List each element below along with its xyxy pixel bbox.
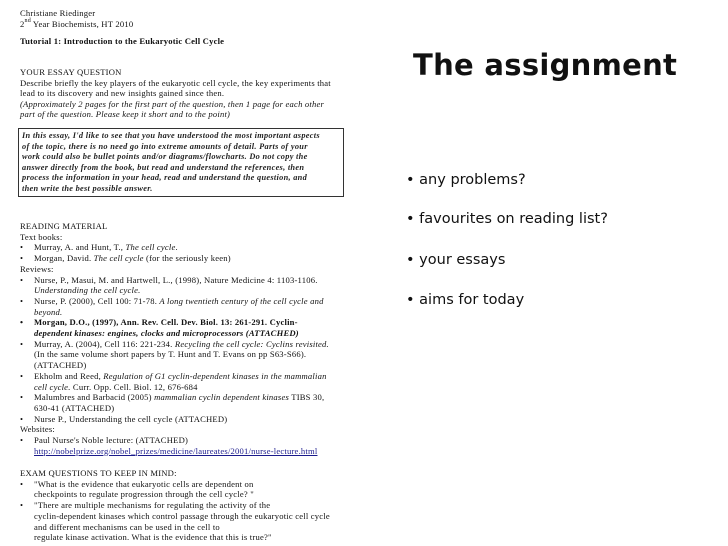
exam-item-cont: and different mechanisms can be used in the cell to [34,521,220,532]
instructions-line: answer directly from the book, but read and understand the references, then [22,162,305,172]
instructions-box [18,128,344,197]
essay-line: lead to its discovery and new insights gained since then. [20,88,225,99]
essay-question-section [20,67,350,120]
year-rest: Year Biochemists, HT 2010 [30,19,134,29]
instructions-line: then write the best possible answer. [22,183,153,193]
essay-line: Describe briefly the key players of the eukaryotic cell cycle, the key experiments that [20,77,331,88]
exam-heading: EXAM QUESTIONS TO KEEP IN MIND: [20,468,177,478]
textbook-item: • Murray, A. and Hunt, T., The cell cycle. [20,242,178,253]
review-item-cont: Understanding the cell cycle. [34,285,141,296]
review-item: • Nurse P., Understanding the cell cycle (ATTACHED) [20,413,228,424]
slide-title: The assignment [413,48,678,82]
instructions-line: process the information in your head, read and understand the question, and [22,173,308,183]
instructions-line: of the topic, there is no need go into extreme amounts of detail. Parts of your [22,141,308,151]
review-item: • Morgan, D.O., (1997), Ann. Rev. Cell. Dev. Biol. 13: 261-291. Cyclin- [20,317,298,328]
exam-questions-section [20,468,365,543]
essay-note-line: (Approximately 2 pages for the first part of the question, then 1 page for each other [20,98,325,109]
author-name: Christiane Riedinger [20,8,96,18]
website-item: • Paul Nurse's Noble lecture: (ATTACHED) [20,435,189,446]
essay-note-line: part of the question. Please keep it short and to the point) [20,109,231,120]
slide-bullet-point: • favourites on reading list? [406,211,608,227]
exam-item-cont: checkpoints to regulate progression through the cell cycle? " [34,489,254,500]
review-item: • Nurse, P., Masui, M. and Hartwell, L., (1998), Nature Medicine 4: 1103-1106. [20,274,318,285]
review-item-cont: cell cycle. Curr. Opp. Cell. Biol. 12, 676-684 [34,381,198,392]
instructions-line: work could also be bullet points and/or diagrams/flowcharts. Do not copy the [22,152,308,162]
review-item: • Murray, A. (2004), Cell 116: 221-234. Recycling the cell cycle: Cyclins revisited. [20,338,329,349]
reviews-label: Reviews: [20,263,54,274]
review-item-cont: (In the same volume short papers by T. Hunt and T. Evans on pp S63-S66). [34,349,307,360]
slide-bullet-point: • your essays [406,252,506,268]
course-year [20,19,133,30]
slide-bullet-point: • any problems? [406,172,526,188]
textbook-item: • Morgan, David. The cell cycle (for the seriously keen) [20,253,231,264]
essay-heading: YOUR ESSAY QUESTION [20,67,122,77]
reading-material-section [20,221,365,456]
exam-item: • "What is the evidence that eukaryotic cells are dependent on [20,478,254,489]
review-item: • Malumbres and Barbacid (2005) mammalian cyclin dependent kinases TIBS 30, [20,392,325,403]
review-item-cont: (ATTACHED) [34,360,87,371]
reading-heading: READING MATERIAL [20,221,108,231]
websites-label: Websites: [20,424,55,435]
textbooks-label: Text books: [20,231,63,242]
review-item: • Nurse, P. (2000), Cell 100: 71-78. A long twentieth century of the cell cycle and [20,295,324,306]
year-superscript: nd [24,18,31,25]
exam-item: • "There are multiple mechanisms for regulating the activity of the [20,500,271,511]
tutorial-title: Tutorial 1: Introduction to the Eukaryotic Cell Cycle [20,36,225,46]
review-item-cont: beyond. [34,306,63,317]
year-number: 2 [20,19,25,29]
nobel-lecture-link[interactable]: http://nobelprize.org/nobel_prizes/medicine/laureates/2001/nurse-lecture.html [34,445,318,456]
instructions-line: In this essay, I'd like to see that you have understood the most important aspects [22,131,320,140]
review-item: • Ekholm and Reed, Regulation of G1 cyclin-dependent kinases in the mammalian [20,370,327,381]
review-item-cont: 630-41 (ATTACHED) [34,402,115,413]
exam-item-cont: regulate kinase activation. What is the evidence that this is true?" [34,532,272,543]
exam-item-cont: cyclin-dependent kinases which control passage through the eukaryotic cell cycle [34,510,330,521]
review-item-cont: dependent kinases: engines, clocks and microprocessors (ATTACHED) [34,328,299,339]
slide-bullet-point: • aims for today [406,292,525,308]
